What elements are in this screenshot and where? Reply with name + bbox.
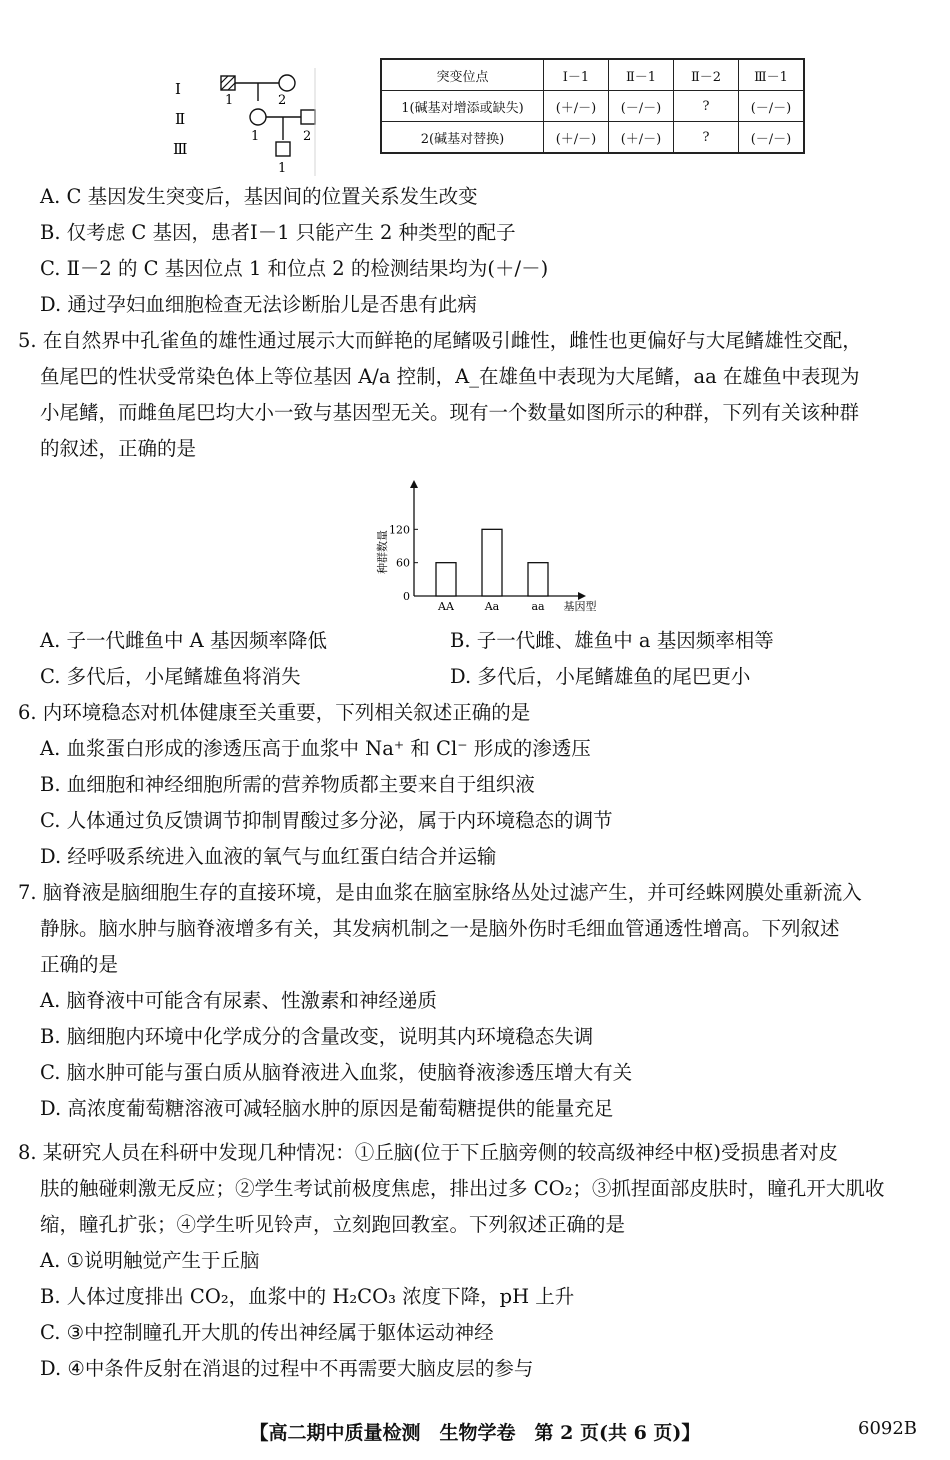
table-row — [381, 122, 804, 154]
q5-stem-line: 小尾鳍，而雌鱼尾巴均大小一致与基因型无关。现有一个数量如图所示的种群，下列有关该种群 — [40, 401, 860, 424]
paper-code: 6092B — [858, 1418, 918, 1439]
table-header-row — [381, 59, 804, 91]
table-row — [381, 91, 804, 122]
generation-label-3: Ⅲ — [173, 140, 188, 158]
label-i2: 2 — [278, 93, 287, 108]
q4-option-c: C. Ⅱ－2 的 C 基因位点 1 和位点 2 的检测结果均为(＋/－) — [40, 257, 549, 280]
table-cell: (＋/－) — [544, 91, 609, 122]
mutation-table — [380, 58, 805, 154]
x-tick-label: Aa — [484, 600, 500, 613]
q4-option-d: D. 通过孕妇血细胞检查无法诊断胎儿是否患有此病 — [40, 293, 477, 316]
q8-stem-line: 缩，瞳孔扩张；④学生听见铃声，立刻跑回教室。下列叙述正确的是 — [40, 1213, 626, 1236]
q8-stem-line: 8. 某研究人员在科研中发现几种情况：①丘脑(位于下丘脑旁侧的较高级神经中枢)受损患者对皮 — [18, 1141, 839, 1164]
table-cell: ? — [674, 122, 739, 154]
q5-stem-line: 5. 在自然界中孔雀鱼的雄性通过展示大而鲜艳的尾鳍吸引雌性，雌性也更偏好与大尾鳍雄性交配， — [18, 329, 862, 352]
table-cell: (－/－) — [739, 122, 805, 154]
q7-stem-line: 7. 脑脊液是脑细胞生存的直接环境，是由血浆在脑室脉络丛处过滤产生，并可经蛛网膜处重新流入 — [18, 881, 862, 904]
page-footer: 【高二期中质量检测 生物学卷 第 2 页(共 6 页)】 — [249, 1422, 701, 1444]
q6-option-c: C. 人体通过负反馈调节抑制胃酸过多分泌，属于内环境稳态的调节 — [40, 809, 613, 832]
q7-option-b: B. 脑细胞内环境中化学成分的含量改变，说明其内环境稳态失调 — [40, 1025, 594, 1048]
label-ii2: 2 — [303, 129, 312, 144]
header-cell: Ⅱ－1 — [609, 59, 674, 91]
q7-stem-line: 正确的是 — [40, 953, 119, 976]
y-axis-label: 种群数量 — [376, 530, 389, 574]
y-tick-label: 0 — [403, 590, 410, 603]
header-cell: Ⅲ－1 — [739, 59, 805, 91]
q8-option-d: D. ④中条件反射在消退的过程中不再需要大脑皮层的参与 — [40, 1357, 534, 1380]
q5-stem-line: 鱼尾巴的性状受常染色体上等位基因 A/a 控制，A_在雄鱼中表现为大尾鳍，aa 在雄鱼中表现为 — [40, 365, 860, 388]
header-cell: Ⅰ－1 — [544, 59, 609, 91]
q8-option-c: C. ③中控制瞳孔开大肌的传出神经属于躯体运动神经 — [40, 1321, 494, 1344]
q6-stem: 6. 内环境稳态对机体健康至关重要，下列相关叙述正确的是 — [18, 701, 531, 724]
q7-option-a: A. 脑脊液中可能含有尿素、性激素和神经递质 — [40, 989, 437, 1012]
q5-stem-line: 的叙述，正确的是 — [40, 437, 197, 460]
table-cell: (＋/－) — [609, 122, 674, 154]
x-axis-arrow — [578, 592, 586, 600]
genotype-bar-chart — [372, 476, 602, 621]
q5-option-b: B. 子一代雌、雄鱼中 a 基因频率相等 — [450, 629, 774, 652]
header-cell: 突变位点 — [381, 59, 544, 91]
generation-label-1: Ⅰ — [175, 80, 181, 98]
bar-AA — [436, 563, 456, 596]
q7-option-c: C. 脑水肿可能与蛋白质从脑脊液进入血浆，使脑脊液渗透压增大有关 — [40, 1061, 633, 1084]
y-axis-arrow — [410, 480, 418, 488]
q7-stem-line: 静脉。脑水肿与脑脊液增多有关，其发病机制之一是脑外伤时毛细血管通透性增高。下列叙述 — [40, 917, 840, 940]
bar-Aa — [482, 529, 502, 596]
q4-option-a: A. C 基因发生突变后，基因间的位置关系发生改变 — [40, 185, 478, 208]
q8-option-a: A. ①说明触觉产生于丘脑 — [40, 1249, 260, 1272]
q5-option-d: D. 多代后，小尾鳍雄鱼的尾巴更小 — [450, 665, 751, 688]
label-iii1: 1 — [278, 161, 287, 176]
q7-option-d: D. 高浓度葡萄糖溶液可减轻脑水肿的原因是葡萄糖提供的能量充足 — [40, 1097, 614, 1120]
female-i2 — [279, 75, 295, 91]
bar-aa — [528, 563, 548, 596]
q6-option-b: B. 血细胞和神经细胞所需的营养物质都主要来自于组织液 — [40, 773, 535, 796]
female-ii1 — [250, 109, 266, 125]
q5-option-a: A. 子一代雌鱼中 A 基因频率降低 — [40, 629, 327, 652]
x-axis-label: 基因型 — [563, 600, 597, 613]
q8-stem-line: 肤的触碰刺激无反应；②学生考试前极度焦虑，排出过多 CO₂；③抓捏面部皮肤时，瞳孔开大肌收 — [40, 1177, 885, 1200]
pedigree-diagram — [165, 68, 325, 178]
table-cell: ? — [674, 91, 739, 122]
y-tick-label: 60 — [396, 556, 410, 570]
male-iii1 — [276, 142, 290, 156]
q6-option-a: A. 血浆蛋白形成的渗透压高于血浆中 Na⁺ 和 Cl⁻ 形成的渗透压 — [40, 737, 591, 760]
q5-option-c: C. 多代后，小尾鳍雄鱼将消失 — [40, 665, 301, 688]
male-ii2 — [301, 110, 315, 124]
q8-option-b: B. 人体过度排出 CO₂，血浆中的 H₂CO₃ 浓度下降，pH 上升 — [40, 1285, 575, 1308]
y-tick-label: 120 — [389, 523, 410, 537]
table-cell: (－/－) — [739, 91, 805, 122]
header-cell: Ⅱ－2 — [674, 59, 739, 91]
generation-label-2: Ⅱ — [175, 110, 186, 128]
table-cell: (－/－) — [609, 91, 674, 122]
x-tick-label: aa — [531, 600, 545, 613]
label-ii1: 1 — [251, 129, 260, 144]
x-tick-label: AA — [438, 600, 454, 613]
table-cell: 1(碱基对增添或缺失) — [381, 91, 544, 122]
table-cell: (＋/－) — [544, 122, 609, 154]
q6-option-d: D. 经呼吸系统进入血液的氧气与血红蛋白结合并运输 — [40, 845, 497, 868]
table-cell: 2(碱基对替换) — [381, 122, 544, 154]
q4-option-b: B. 仅考虑 C 基因，患者Ⅰ－1 只能产生 2 种类型的配子 — [40, 221, 516, 244]
label-i1: 1 — [225, 93, 234, 108]
